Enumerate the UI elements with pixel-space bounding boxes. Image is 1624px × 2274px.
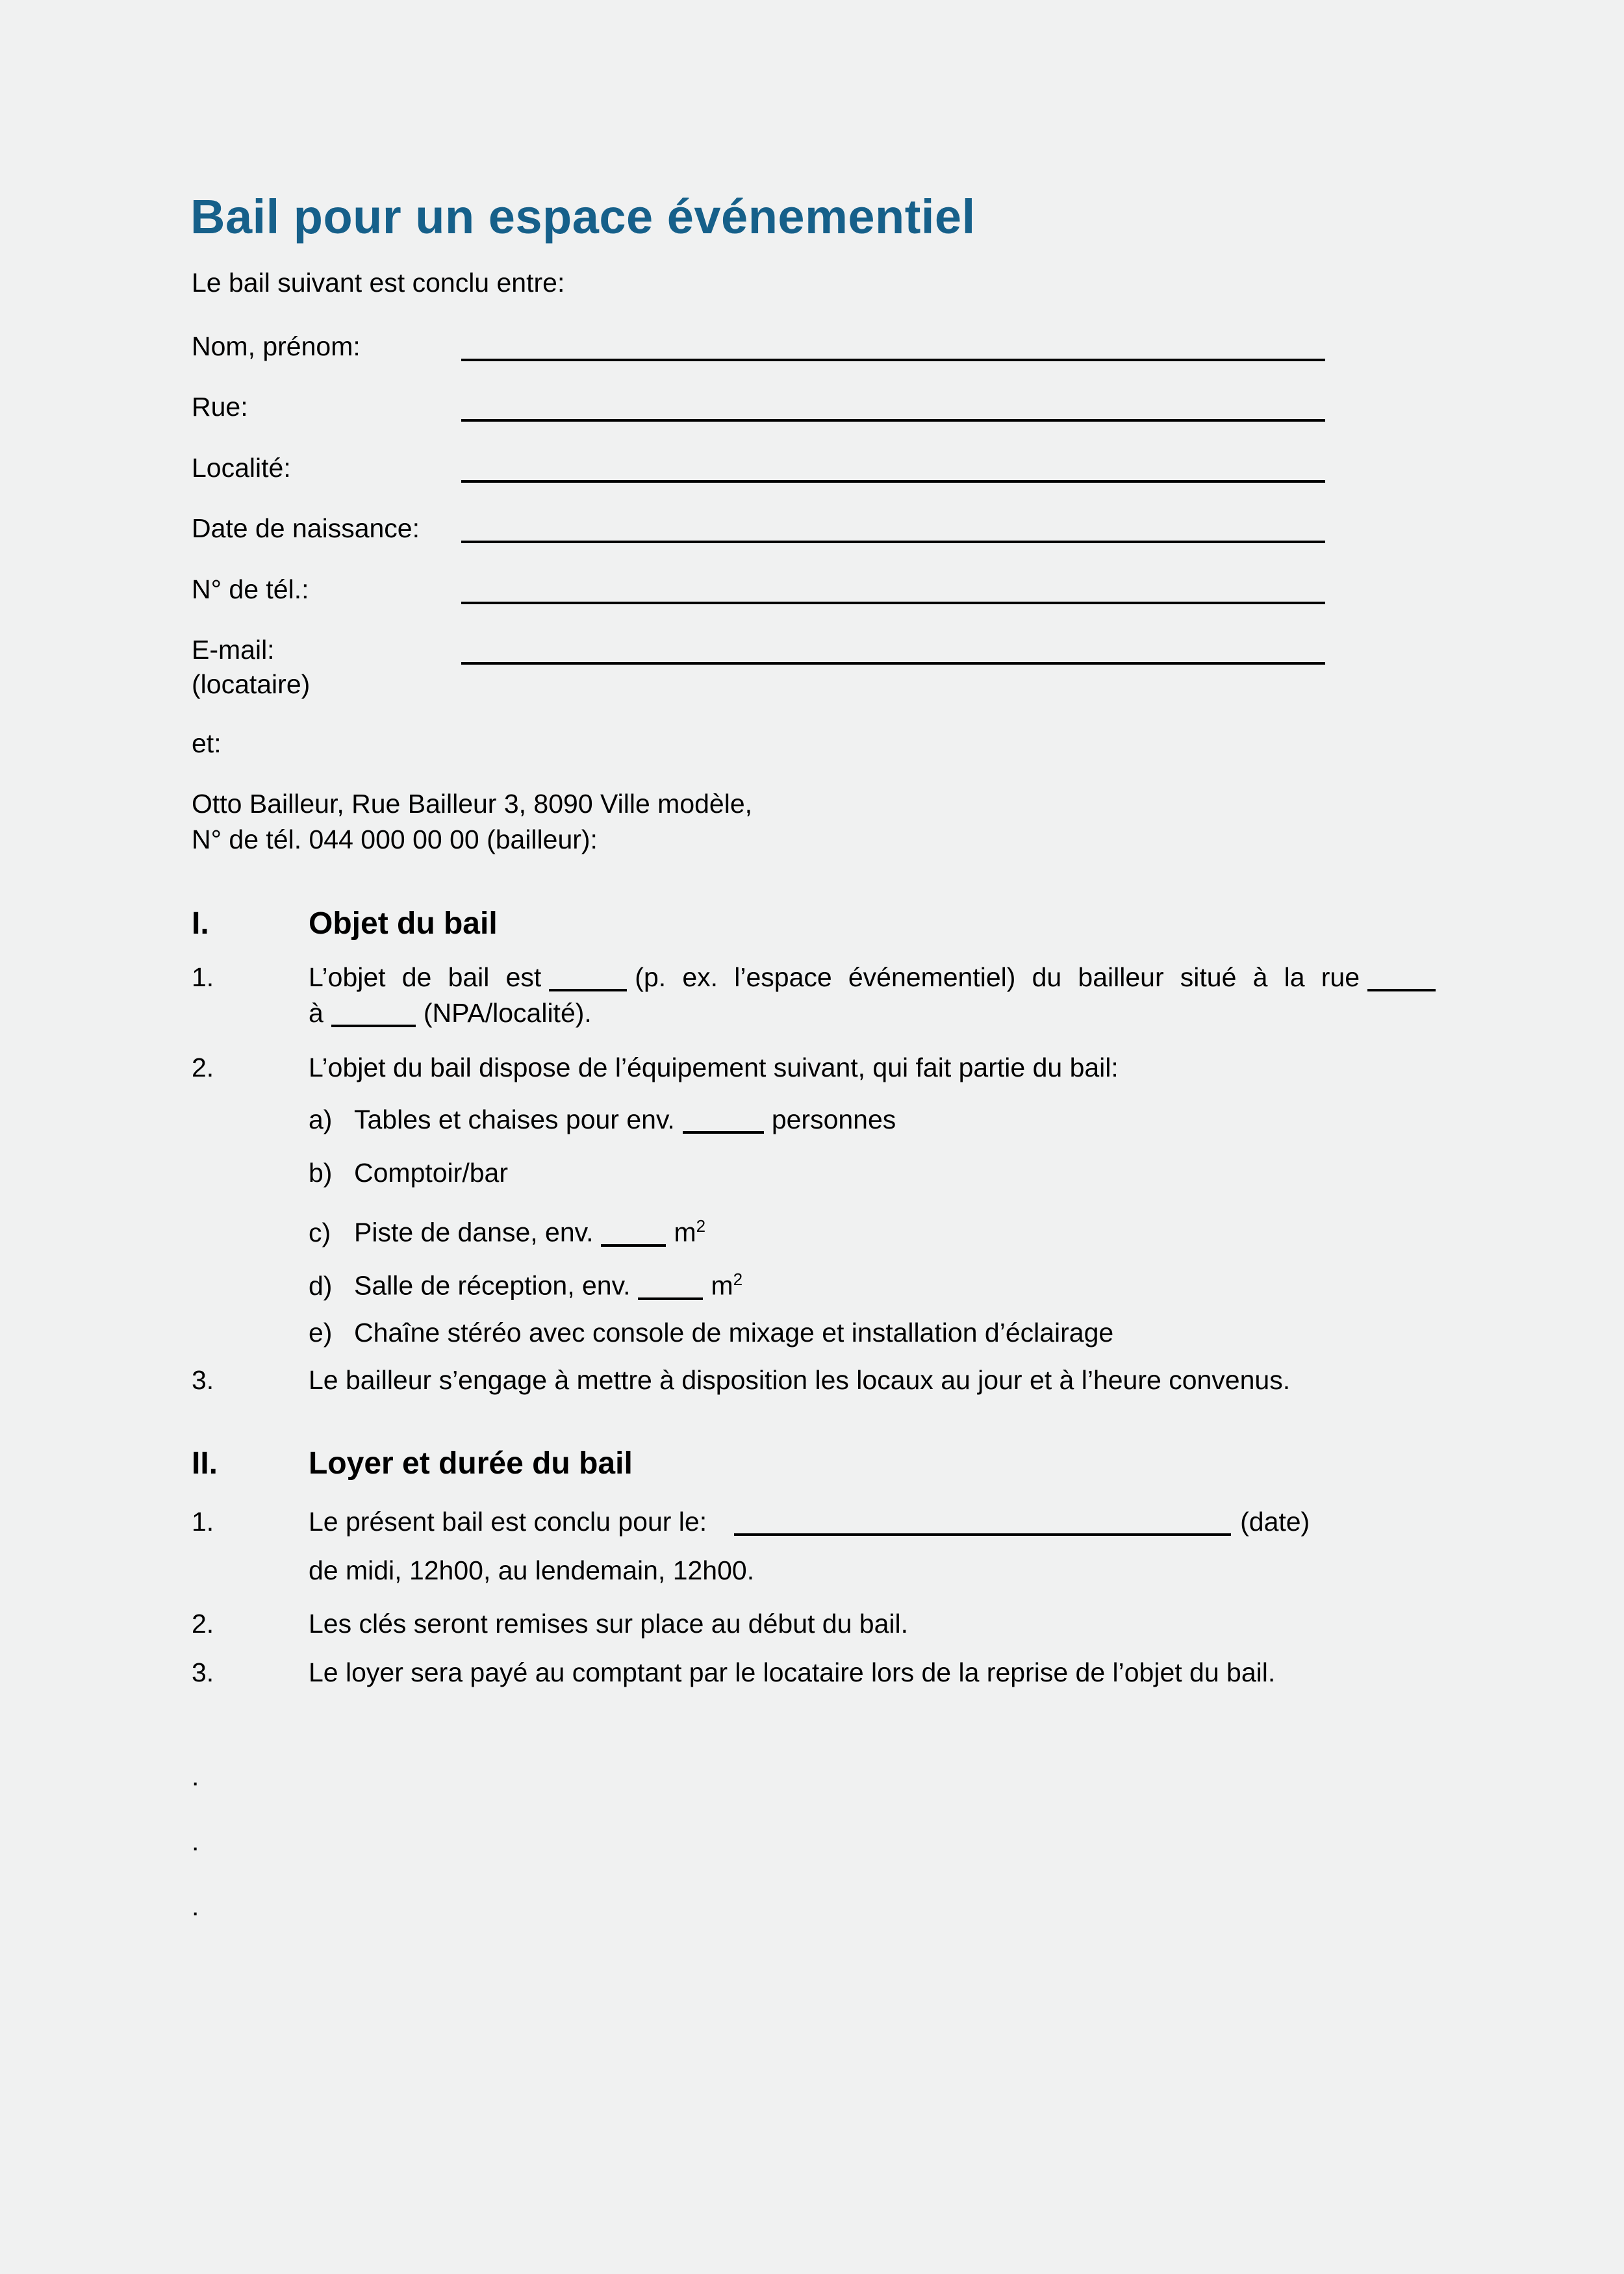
email-label: E-mail: bbox=[192, 635, 275, 665]
rue-label: Rue: bbox=[192, 392, 248, 422]
item-II-3-text: Le loyer sera payé au comptant par le locataire lors de la reprise de l’objet du bail. bbox=[309, 1657, 1276, 1687]
item-II-1-number: 1. bbox=[192, 1507, 214, 1537]
section-2-heading bbox=[192, 1446, 633, 1481]
field-row-naissance bbox=[192, 507, 1325, 543]
section-1-heading bbox=[192, 906, 498, 941]
et-label: et: bbox=[192, 728, 222, 758]
tel-label: N° de tél.: bbox=[192, 574, 309, 604]
subitem-b bbox=[309, 1155, 508, 1191]
field-row-tel bbox=[192, 568, 1325, 604]
field-row-nom bbox=[192, 325, 1325, 361]
subitem-e-marker: e) bbox=[309, 1318, 333, 1348]
field-row-rue bbox=[192, 385, 1325, 422]
blank-line[interactable] bbox=[1367, 981, 1436, 991]
localite-label: Localité: bbox=[192, 453, 291, 483]
subitem-a bbox=[309, 1102, 896, 1138]
subitem-a-text: Tables et chaises pour env. bbox=[354, 1105, 675, 1134]
lessor-line-1: Otto Bailleur, Rue Bailleur 3, 8090 Ville modèle, bbox=[192, 789, 753, 819]
trailing-dot-2: . bbox=[192, 1826, 199, 1856]
item-I-1-number: 1. bbox=[192, 962, 214, 992]
item-I-1-line-2 bbox=[309, 995, 592, 1031]
subitem-d-unit-exponent: 2 bbox=[733, 1270, 743, 1289]
page-title: Bail pour un espace événementiel bbox=[190, 190, 976, 244]
item-I-2-text: L’objet du bail dispose de l’équipement suivant, qui fait partie du bail: bbox=[309, 1053, 1119, 1082]
date-input-line[interactable] bbox=[734, 1526, 1231, 1536]
section-2-title: Loyer et durée du bail bbox=[309, 1446, 633, 1481]
blank-line[interactable] bbox=[549, 981, 627, 991]
subitem-a-marker: a) bbox=[309, 1105, 333, 1134]
item-II-1-text-2: de midi, 12h00, au lendemain, 12h00. bbox=[309, 1555, 755, 1585]
naissance-input-line[interactable] bbox=[461, 504, 1325, 543]
item-II-1 bbox=[192, 1504, 1310, 1540]
subitem-d-text: Salle de réception, env. bbox=[354, 1270, 631, 1301]
subitem-c-unit: m bbox=[674, 1217, 696, 1247]
item-II-2-number: 2. bbox=[192, 1609, 214, 1639]
subitem-d bbox=[309, 1262, 742, 1304]
subitem-d-unit: m bbox=[711, 1270, 733, 1301]
item-I-2 bbox=[192, 1050, 1119, 1086]
nom-input-line[interactable] bbox=[461, 322, 1325, 361]
item-II-3-number: 3. bbox=[192, 1657, 214, 1687]
section-2-numeral: II. bbox=[192, 1446, 218, 1481]
field-row-email bbox=[192, 628, 1325, 665]
field-row-localite bbox=[192, 446, 1325, 483]
item-I-2-number: 2. bbox=[192, 1053, 214, 1082]
trailing-dot-3: . bbox=[192, 1891, 199, 1921]
trailing-dot-1: . bbox=[192, 1761, 199, 1791]
subitem-d-marker: d) bbox=[309, 1270, 333, 1301]
item-II-3 bbox=[192, 1655, 1275, 1691]
subitem-b-marker: b) bbox=[309, 1158, 333, 1188]
subitem-e bbox=[309, 1315, 1113, 1351]
blank-line[interactable] bbox=[601, 1236, 666, 1247]
intro-text: Le bail suivant est conclu entre: bbox=[192, 268, 565, 298]
item-II-1-text: Le présent bail est conclu pour le: bbox=[309, 1507, 707, 1537]
lessor-line-2: N° de tél. 044 000 00 00 (bailleur): bbox=[192, 824, 598, 854]
item-I-3-number: 3. bbox=[192, 1365, 214, 1395]
blank-line[interactable] bbox=[638, 1290, 703, 1300]
subitem-c-marker: c) bbox=[309, 1217, 331, 1247]
item-I-1-line-1 bbox=[309, 960, 1436, 995]
email-input-line[interactable] bbox=[461, 626, 1325, 665]
subitem-c-text: Piste de danse, env. bbox=[354, 1217, 594, 1247]
item-I-1-text-d: (NPA/localité). bbox=[423, 998, 592, 1028]
rue-input-line[interactable] bbox=[461, 383, 1325, 422]
naissance-label: Date de naissance: bbox=[192, 513, 420, 543]
subitem-b-text: Comptoir/bar bbox=[354, 1158, 508, 1188]
lessor-block bbox=[192, 786, 752, 858]
item-II-1-line-2 bbox=[309, 1553, 754, 1589]
subitem-c bbox=[309, 1208, 705, 1251]
item-II-2 bbox=[192, 1606, 908, 1642]
subitem-e-text: Chaîne stéréo avec console de mixage et installation d’éclairage bbox=[354, 1318, 1114, 1348]
nom-label: Nom, prénom: bbox=[192, 331, 361, 361]
item-II-2-text: Les clés seront remises sur place au début du bail. bbox=[309, 1609, 909, 1639]
item-I-1-text-b: (p. ex. l’espace événementiel) du bailleur situé à la rue bbox=[635, 962, 1360, 992]
item-I-3-text: Le bailleur s’engage à mettre à disposition les locaux au jour et à l’heure convenus. bbox=[309, 1365, 1291, 1395]
blank-line[interactable] bbox=[331, 1017, 416, 1027]
subitem-a-text-2: personnes bbox=[771, 1105, 896, 1134]
subitem-c-unit-exponent: 2 bbox=[696, 1216, 706, 1236]
blank-line[interactable] bbox=[683, 1123, 764, 1134]
section-1-title: Objet du bail bbox=[309, 906, 498, 941]
localite-input-line[interactable] bbox=[461, 444, 1325, 483]
section-1-numeral: I. bbox=[192, 906, 209, 941]
item-II-1-date-label: (date) bbox=[1240, 1507, 1310, 1537]
item-I-3 bbox=[192, 1362, 1290, 1398]
item-I-1-text-c: à bbox=[309, 998, 324, 1028]
email-sublabel: (locataire) bbox=[192, 669, 311, 699]
item-I-1-text-a: L’objet de bail est bbox=[309, 962, 542, 992]
tel-input-line[interactable] bbox=[461, 565, 1325, 604]
